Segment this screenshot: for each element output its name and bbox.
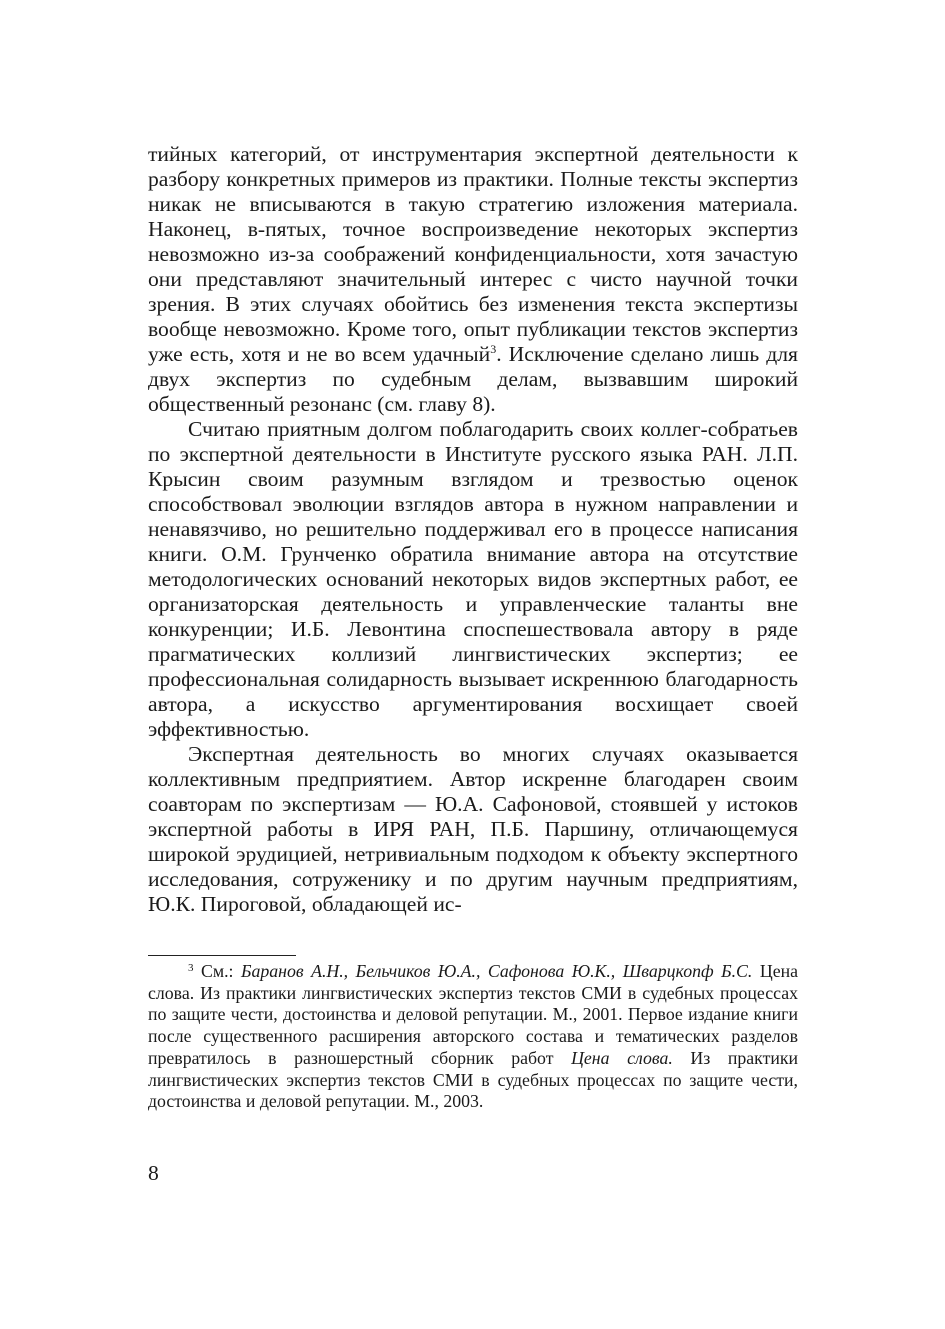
footnote-title-italic: Цена слова. <box>571 1047 673 1068</box>
body-text <box>148 142 798 917</box>
footnote <box>148 961 798 1113</box>
footnote-mark: 3 <box>188 962 194 974</box>
footnote-authors: Баранов А.Н., Бельчиков Ю.А., Сафонова Ю.К., Шварцкопф Б.С. <box>241 961 753 981</box>
paragraph-2: Считаю приятным долгом поблагодарить своих коллег-собратьев по экспертной деятельности в Институте русского языка РАН. Л.П. Крысин своим разумным взглядом и трезвостью оценок способствовал эволюции взглядов автора в нужном направлении и ненавязчиво, но решительно поддерживал его в процессе написания книги. О.М. Грунченко обратила внимание автора на отсутствие методологических оснований некоторых видов экспертных работ, ее организаторская деятельность и управленческие таланты вне конкуренции; И.Б. Левонтина споспешествовала автору в ряде прагматических коллизий лингвистических экспертиз; ее профессиональная солидарность вызывает искреннюю благодарность автора, а искусство аргументирования восхищает своей эффективностью. <box>148 417 798 741</box>
footnote-reference-mark[interactable]: 3 <box>490 342 497 356</box>
footnote-text-a: Цена слова. Из практики лингвистических экспертиз текстов СМИ в судебных процессах по защите чести, достоинства и деловой репутации. М., 2001. Первое издание книги после существенного расширения авторского состава и тематических разделов превратилось в разношерстный сборник работ <box>148 961 798 1068</box>
footnote-text-b: Из практики лингвистических экспертиз текстов СМИ в судебных процессах по защите чести, достоинства и деловой репутации. М., 2003. <box>148 1047 799 1112</box>
footnote-separator <box>148 955 296 956</box>
footnote-text <box>148 961 798 1113</box>
footnote-prefix: См.: <box>193 961 241 981</box>
paragraph-1 <box>148 142 798 417</box>
page-body <box>148 142 798 917</box>
paragraph-3: Экспертная деятельность во многих случаях оказывается коллективным предприятием. Автор искренне благодарен своим соавторам по экспертизам — Ю.А. Сафоновой, стоявшей у истоков экспертной работы в ИРЯ РАН, П.Б. Паршину, отличающемуся широкой эрудицией, нетривиальным подходом к объекту экспертного исследования, сотруженику и по другим научным предприятиям, Ю.К. Пироговой, обладающей ис- <box>148 742 798 916</box>
paragraph-1-text-a: тийных категорий, от инструментария экспертной деятельности к разбору конкретных примеров из практики. Полные тексты экспертиз никак не вписываются в такую стратегию изложения материала. Наконец, в-пятых, точное воспроизведение некоторых экспертиз невозможно из-за соображений конфиденциальности, хотя зачастую они представляют значительный интерес с чисто научной точки зрения. В этих случаях обойтись без изменения текста экспертизы вообще невозможно. Кроме того, опыт публикации текстов экспертиз уже есть, хотя и не во всем удачный <box>148 142 798 366</box>
page-number: 8 <box>148 1161 159 1185</box>
paragraph-1-text-b: . Исключение сделано лишь для двух экспертиз по судебным делам, вызвавшим широкий общественный резонанс (см. главу 8). <box>148 342 798 416</box>
